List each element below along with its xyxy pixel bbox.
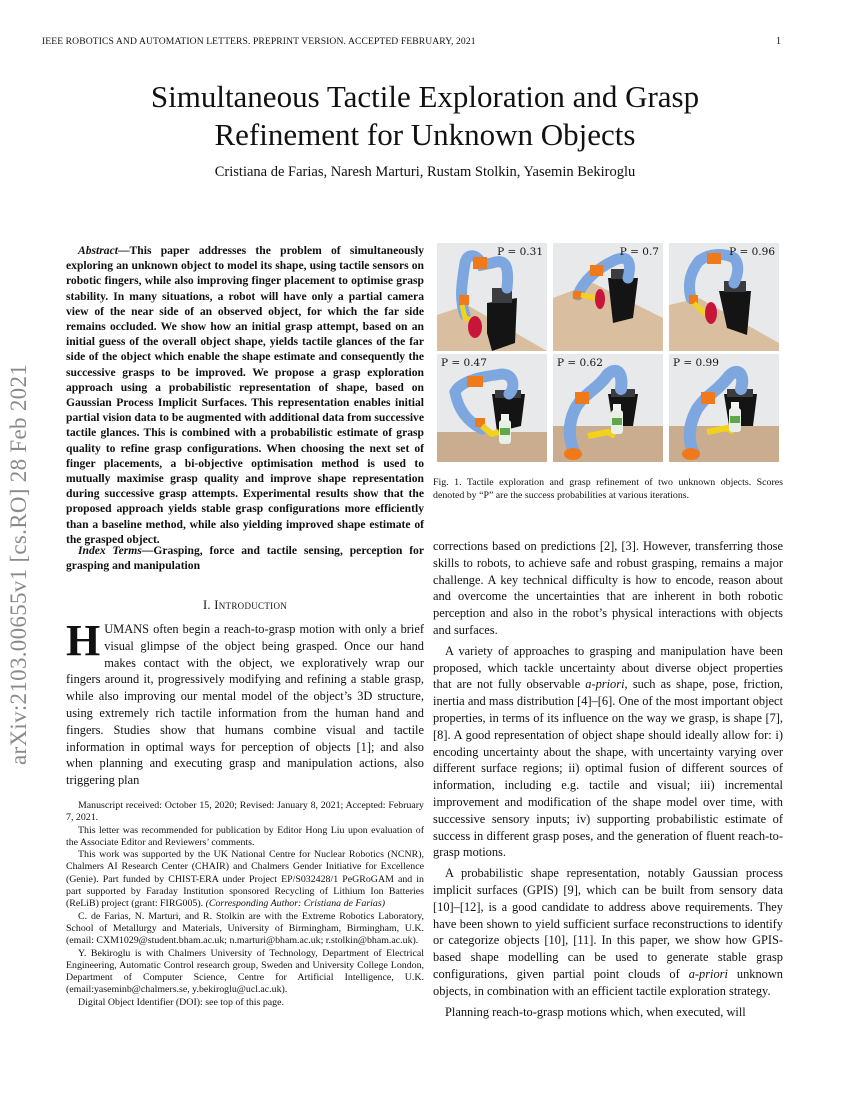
footnote-corresponding: (Corresponding Author: Cristiana de Farias) <box>205 898 385 910</box>
author-list: Cristiana de Farias, Naresh Marturi, Rustam Stolkin, Yasemin Bekiroglu <box>214 164 636 180</box>
index-terms-text: —Grasping, force and tactile sensing, perception for grasping and manipulation <box>66 544 424 573</box>
introduction-body <box>66 616 424 789</box>
figure-panel-5 <box>553 354 663 462</box>
success-probability-label: P = 0.99 <box>673 357 719 369</box>
success-probability-label: P = 0.31 <box>497 246 543 258</box>
title-line-2: Refinement for Unknown Objects <box>214 117 636 152</box>
success-probability-label: P = 0.62 <box>557 357 603 369</box>
success-probability-label: P = 0.7 <box>619 246 659 258</box>
index-terms-label: Index Terms <box>78 544 142 557</box>
figure-panel-3 <box>669 243 779 351</box>
figure-panel-2 <box>553 243 663 351</box>
page-number: 1 <box>776 36 781 47</box>
intro-paragraph-continued: corrections based on predictions [2], [3]. However, transferring those skills to robots, to achieve safe and robust grasping, remains a major challenge. A key technical difficulty is how to encode, reason about and overcome the uncertainties that are inherent in both robotic perception and also in the robot’s physical interactions with objects and surfaces. <box>433 539 783 637</box>
intro-paragraph-3: A probabilistic shape representation, notably Gaussian process implicit surfaces (GPIS) [9], which can be built from sensory data [10]–[12], is a good candidate to address above requirements. They have been shown to yield sufficient surface reconstructions to identify or categorize objects [10], [11]. In this paper, we show how GPIS-based shape modelling can be used to generate stable grasp configurations, given partial point clouds of a-priori unknown objects, in combination with an efficient tactile exploration strategy. <box>433 866 784 998</box>
abstract <box>66 243 424 547</box>
figure-1 <box>433 240 783 470</box>
footnote-doi: Digital Object Identifier (DOI): see top of this page. <box>78 996 284 1008</box>
footnote-received: Manuscript received: October 15, 2020; Revised: January 8, 2021; Accepted: February 7, 2021. <box>66 800 424 824</box>
index-terms <box>66 543 424 573</box>
figure-panel-4 <box>437 354 547 462</box>
intro-paragraph-4: Planning reach-to-grasp motions which, when executed, will <box>445 1004 746 1019</box>
robot-grasp-render-icon <box>669 243 779 351</box>
robot-grasp-render-icon <box>669 354 779 462</box>
robot-grasp-render-icon <box>553 243 663 351</box>
section-heading-introduction <box>66 598 424 613</box>
figure-panel-1 <box>437 243 547 351</box>
figure-panel-6 <box>669 354 779 462</box>
footnote-editor: This letter was recommended for publication by Editor Hong Liu upon evaluation of the Associate Editor and Reviewers’ comments. <box>66 824 424 848</box>
robot-grasp-render-icon <box>437 354 547 462</box>
section-number: I. <box>202 598 215 612</box>
abstract-label: Abstract <box>78 244 118 257</box>
intro-paragraph: often begin a reach-to-grasp motion with only a brief visual glimpse of the object being grasped. Once our hand makes contact with the object, we exploratively wrap our fingers around it, progressively modifying and refining a stable grasp, while also improving our mental model of the object’s 3D structure, using extremely rich tactile information from the human hand and fingers. Studies show that humans combine visual and tactile information in optimal ways for perception of objects [1]; and also when planning and executing grasp and manipulation actions, also triggering plan <box>66 622 424 788</box>
robot-grasp-render-icon <box>437 243 547 351</box>
running-head: IEEE ROBOTICS AND AUTOMATION LETTERS. PREPRINT VERSION. ACCEPTED FEBRUARY, 2021 <box>42 36 476 47</box>
footnotes <box>66 800 424 1009</box>
drop-cap: H <box>66 616 101 665</box>
footnote-funding: This work was supported by the UK National Centre for Nuclear Robotics (NCNR), Chalmers AI Research Center (CHAIR) and Chalmers Gender Initiative for Excellence (Genie). Part funded by CHIST-ERA under Project EP/S032428/1 PeGRoGAM and in part supported by Faraday Institution sponsored Recycling of Lithium Ion Batteries (ReLiB) project (grant: FIRG005). <box>66 849 424 910</box>
intro-paragraph-2: A variety of approaches to grasping and manipulation have been proposed, which tackle uncertainty about diverse object properties that are not fully observable a-priori, such as shape, pose, friction, inertia and mass distribution [4]–[6]. One of the most important object properties, in terms of its influence on the way we grasp, is shape [7], [8]. A good representation of object shape should ideally allow for: i) encoding uncertainty about the shape, with uncertainty varying over different surface regions; ii) optimal fusion of different sources of information, including e.g. tactile and visual; iii) incremental improvement and modification of the shape model over time, with successive sensory inputs; iv) supporting probabilistic estimate of success in different grasp poses, and the generation of fluent reach-to-grasp motions. <box>433 643 783 860</box>
arxiv-stamp[interactable]: arXiv:2103.00655v1 [cs.RO] 28 Feb 2021 <box>6 363 31 765</box>
right-column-body <box>433 538 783 1020</box>
section-title: Introduction <box>214 598 288 612</box>
title-line-1: Simultaneous Tactile Exploration and Grasp <box>150 79 700 114</box>
paper-title <box>0 78 850 154</box>
footnote-affiliation-2: Y. Bekiroglu is with Chalmers University of Technology, Department of Electrical Engineering, Automatic Control research group, Sweden and University College London, Department of Computer Science, Centre for Artificial Intelligence, U.K. (email:yaseminb@chalmers.se, y.bekiroglu@ucl.ac.uk). <box>66 947 424 996</box>
footnote-affiliation-1: C. de Farias, N. Marturi, and R. Stolkin are with the Extreme Robotics Laboratory, School of Metallurgy and Materials, University of Birmingham, Birmingham, U.K. (email: CXM1029@student.bham.ac.uk; n.marturi@bham.ac.uk; r.stolkin@bham.ac.uk). <box>66 910 424 947</box>
first-word-rest: UMANS <box>104 622 149 636</box>
success-probability-label: P = 0.47 <box>441 357 487 369</box>
abstract-text: —This paper addresses the problem of simultaneously exploring an unknown object to model its shape, using tactile sensors on robotic fingers, while also improving finger placement to optimise grasp stability. In many situations, a robot will have only a partial camera view of the near side of an observed object, for which the far side remains occluded. We show how an initial grasp attempt, based on an initial guess of the overall object shape, yields tactile glances of the far side of the object which enable the shape estimate and consequently the successive grasps to be improved. We propose a grasp exploration approach using a probabilistic representation of shape, based on Gaussian Process Implicit Surfaces. This representation enables initial partial vision data to be augmented with additional data from successive tactile glances. This is combined with a probabilistic estimate of grasp quality to refine grasp configurations. When choosing the next set of finger placements, a bi-objective optimisation method is used to mutually maximise grasp quality and improve shape representation during successive grasp attempts. Experimental results show that the proposed approach yields stable grasp configurations more efficiently than a baseline method, while also yielding improved shape estimate of the grasped object. <box>66 244 424 546</box>
robot-grasp-render-icon <box>553 354 663 462</box>
success-probability-label: P = 0.96 <box>729 246 775 258</box>
figure-1-caption: Fig. 1. Tactile exploration and grasp refinement of two unknown objects. Scores denoted by “P” are the success probabilities at various iterations. <box>433 477 783 501</box>
